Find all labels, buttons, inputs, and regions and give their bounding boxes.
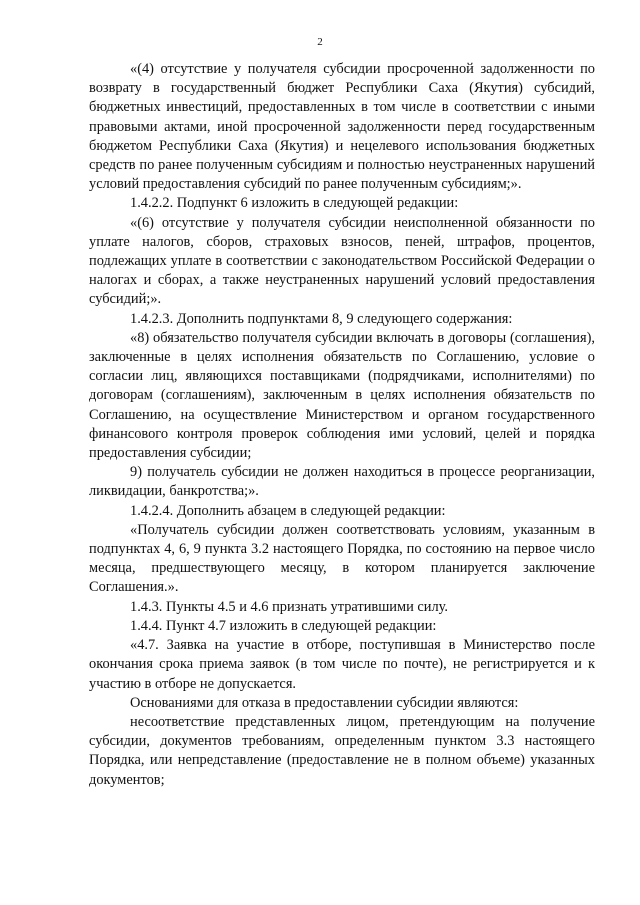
paragraph-1-4-2-3: 1.4.2.3. Дополнить подпунктами 8, 9 следующего содержания: — [130, 310, 513, 327]
paragraph-1-4-2-2: 1.4.2.2. Подпункт 6 изложить в следующей редакции: — [130, 195, 459, 212]
paragraph-documents-noncompliance: несоответствие представленных лицом, претендующим на получение субсидии, документов требованиям, определенным пунктом 3.3 настоящего Порядка, или непредставление (предоставление не в полном объеме) указанных документов; — [89, 713, 595, 788]
page-number: 2 — [317, 36, 323, 48]
document-body — [89, 60, 595, 790]
paragraph-recipient-conditions: «Получатель субсидии должен соответствовать условиям, указанным в подпунктах 4, 6, 9 пункта 3.2 настоящего Порядка, по состоянию на первое число месяца, предшествующего месяцу, в котором планируется заключение Соглашения.». — [89, 521, 595, 596]
paragraph-1-4-4: 1.4.4. Пункт 4.7 изложить в следующей редакции: — [130, 617, 437, 634]
paragraph-subitem-6: «(6) отсутствие у получателя субсидии неисполненной обязанности по уплате налогов, сборов, страховых взносов, пеней, штрафов, процентов, подлежащих уплате в соответствии с законодательством Российской Федерации о налогах и сборах, а также неустраненных нарушений условий предоставления субсидий;». — [89, 214, 595, 308]
paragraph-subitem-9: 9) получатель субсидии не должен находиться в процессе реорганизации, ликвидации, банкротства;». — [89, 464, 595, 500]
paragraph-refusal-grounds: Основаниями для отказа в предоставлении субсидии являются: — [130, 694, 519, 711]
paragraph-subitem-8: «8) обязательство получателя субсидии включать в договоры (соглашения), заключенные в целях исполнения обязательств по Соглашению, условие о согласии лиц, являющихся поставщиками (подрядчиками, исполнителями) по договорам (соглашениям), заключенным в целях исполнения обязательств по Соглашению, на осуществление Министерством и органом государственного финансового контроля проверок соблюдения ими условий, целей и порядка предоставления субсидии; — [89, 329, 595, 462]
paragraph-subitem-4: «(4) отсутствие у получателя субсидии просроченной задолженности по возврату в государственный бюджет Республики Саха (Якутия) субсидий, бюджетных инвестиций, предоставленных в том числе в соответствии с иными правовыми актами, иной просроченной задолженности перед государственным бюджетом Республики Саха (Якутия) и нецелевого использования бюджетных средств по ранее полученным субсидиям и полностью неустраненных нарушений условий предоставления субсидий по ранее полученным субсидиям;». — [89, 61, 595, 193]
paragraph-1-4-3: 1.4.3. Пункты 4.5 и 4.6 признать утратившими силу. — [130, 598, 449, 615]
paragraph-4-7: «4.7. Заявка на участие в отборе, поступившая в Министерство после окончания срока приема заявок (в том числе по почте), не регистрируется и к участию в отборе не допускается. — [89, 637, 595, 692]
paragraph-1-4-2-4: 1.4.2.4. Дополнить абзацем в следующей редакции: — [130, 502, 446, 519]
